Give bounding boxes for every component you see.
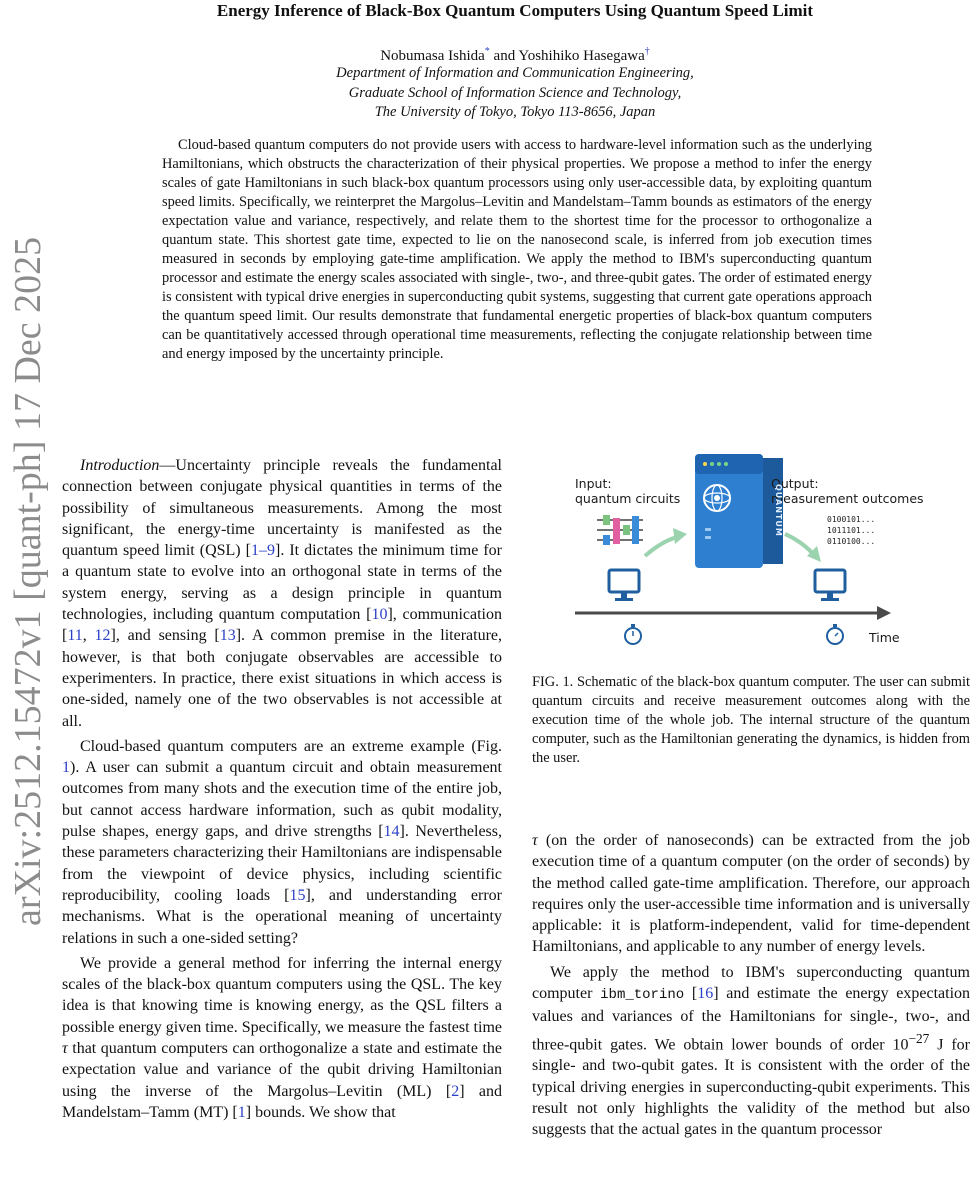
citation-link[interactable]: 16 bbox=[697, 985, 714, 1003]
author-conjunction: and bbox=[489, 48, 519, 64]
figure-1 bbox=[545, 450, 955, 660]
author-name: Yoshihiko Hasegawa bbox=[518, 48, 645, 64]
figure-link[interactable]: 1 bbox=[62, 759, 70, 777]
section-heading: Introduction bbox=[80, 457, 160, 474]
abstract: Cloud-based quantum computers do not provide users with access to hardware-level information such as the underlying Hamiltonians, which obstructs the characterization of their physical properties. We propose a method to infer the energy scales of gate Hamiltonians in such black-box quantum processors using only user-accessible data, by exploiting quantum speed limits. Specifically, we reinterpret the Margolus–Levitin and Mandelstam–Tamm bounds as estimators of the energy expectation value and variance, respectively, and relate them to the shortest time for the processor to orthogonalize a quantum state. This shortest gate time, expected to lie on the nanosecond scale, is inferred from job execution times measured in seconds by employing gate-time amplification. We apply the method to IBM's superconducting quantum processor and estimate the energy scales associated with single-, two-, and three-qubit gates. The order of estimated energy is consistent with typical drive energies in superconducting qubit systems, suggesting that current gate operations approach the quantum speed limit. Our results demonstrate that fundamental energetic properties of black-box quantum computers can be quantitatively accessed through operational time measurements, reflecting the conjugate relationship between time and energy imposed by the uncertainty principle. bbox=[162, 137, 872, 362]
monitor-icon bbox=[609, 570, 639, 601]
stopwatch-icon bbox=[827, 624, 843, 644]
figure-caption: FIG. 1. Schematic of the black-box quantum computer. The user can submit quantum circuits and receive measurement outcomes along with the execution time of the whole job. The internal structure of the quantum computer, such as the Hamiltonian generating the dynamics, is hidden from the user. bbox=[532, 674, 970, 766]
author-name: Nobumasa Ishida bbox=[380, 48, 485, 64]
citation-link[interactable]: 14 bbox=[383, 823, 400, 841]
citation-link[interactable]: 2 bbox=[451, 1082, 460, 1100]
code-snippet: ibm_torino bbox=[600, 987, 685, 1004]
right-column bbox=[532, 830, 970, 1144]
bitstring: 0100101... bbox=[827, 515, 876, 524]
citation-link[interactable]: 13 bbox=[219, 627, 236, 645]
affiliation-line: Graduate School of Information Science and Technology, bbox=[348, 84, 682, 101]
citation-link[interactable]: 15 bbox=[289, 886, 306, 904]
bitstring: 0110100... bbox=[827, 537, 876, 546]
bitstring-list bbox=[827, 514, 875, 547]
citation-link[interactable]: 12 bbox=[94, 627, 111, 645]
time-axis-arrowhead bbox=[877, 606, 891, 620]
exponent: −27 bbox=[908, 1030, 930, 1046]
circuit-icon bbox=[597, 515, 643, 545]
input-arrow-head bbox=[673, 528, 687, 544]
citation-link[interactable]: 1 bbox=[237, 1103, 246, 1121]
time-label: Time bbox=[869, 630, 900, 645]
affiliation-line: Department of Information and Communication Engineering, bbox=[336, 65, 694, 81]
citation-link[interactable]: 10 bbox=[371, 606, 388, 624]
body-paragraph: We apply the method to IBM's superconducting quantum computer ibm_torino [16] and estimate the energy expectation values and variances of the Hamiltonians for single-, two-, and three-qubit gates. We obtain lower bounds of order $10^{-27}$ J for single- and two-qubit gates. It is consistent with the order of the typical driving energies in superconducting-qubit experiments. This result not only highlights the validity of the method but also suggests that the actual gates in the quantum processor bbox=[532, 963, 970, 1139]
left-column bbox=[62, 455, 502, 1127]
author-line bbox=[60, 42, 970, 66]
body-paragraph: τ (on the order of nanoseconds) can be extracted from the job execution time of a quantum computer (on the order of seconds) by the method called gate-time amplification. Therefore, our approach requires only the user-accessible time information and is universally applicable: it is platform-independent, valid for time-dependent Hamiltonians, and applicable to any number of energy levels. bbox=[532, 832, 970, 956]
footnote-mark[interactable]: † bbox=[644, 46, 650, 57]
stopwatch-icon bbox=[625, 624, 641, 644]
monitor-icon bbox=[815, 570, 845, 601]
body-paragraph: We provide a general method for inferring the internal energy scales of the black-box quantum computers using the QSL. The key idea is that knowing time is knowing energy, as the QSL filters a possible energy given time. Specifically, we measure the fastest time τ that quantum computers can orthogonalize a state and estimate the expectation value and variance of the qubit driving Hamiltonian using the inverse of the Margolus–Levitin (ML) [2] and Mandelstam–Tamm (MT) [1] bounds. We show that bbox=[62, 954, 502, 1121]
bitstring: 1011101... bbox=[827, 526, 876, 535]
citation-link[interactable]: 1–9 bbox=[250, 542, 275, 560]
paper-title: Energy Inference of Black-Box Quantum Computers Using Quantum Speed Limit bbox=[216, 1, 814, 20]
citation-link[interactable]: 11 bbox=[67, 627, 83, 645]
affiliation-line: The University of Tokyo, Tokyo 113-8656, Japan bbox=[374, 104, 656, 120]
device-label: QUANTUM bbox=[774, 484, 783, 537]
footnote-mark[interactable]: * bbox=[484, 46, 490, 57]
arxiv-identifier: arXiv:2512.15472v1 [quant-ph] 17 Dec 2025 bbox=[7, 236, 49, 926]
output-label: Output: measurement outcomes bbox=[771, 476, 924, 506]
affiliation bbox=[60, 64, 970, 123]
input-label: Input: quantum circuits bbox=[575, 476, 681, 506]
body-paragraph: Cloud-based quantum computers are an extreme example (Fig. 1). A user can submit a quantum circuit and obtain measurement outcomes from many shots and the execution time of the entire job, but cannot access hardware information, such as qubit modality, pulse shapes, energy gaps, and drive strengths [14]. Nevertheless, these parameters characterizing their Hamiltonians are indispensable from the viewpoint of device physics, including scientific reproducibility, cooling loads [15], and understanding error mechanisms. What is the operational meaning of uncertainty relations in such a one-sided setting? bbox=[62, 737, 503, 947]
body-paragraph: Introduction—Uncertainty principle reveals the fundamental connection between conjugate physical quantities in terms of the possibility of simultaneous measurements. Among the most significant, the energy-time uncertainty is manifested as the quantum speed limit (QSL) [1–9]. It dictates the minimum time for a quantum state to evolve into an orthogonal state in terms of the system energy, serving as a design principle in quantum technologies, including quantum computation [10], communication [11, 12], and sensing [13]. A common premise in the literature, however, is that both conjugate observables are accessible to experimenters. In practice, there exist situations in which access is one-sided, namely one of the two observables is not accessible at all. bbox=[62, 457, 503, 730]
